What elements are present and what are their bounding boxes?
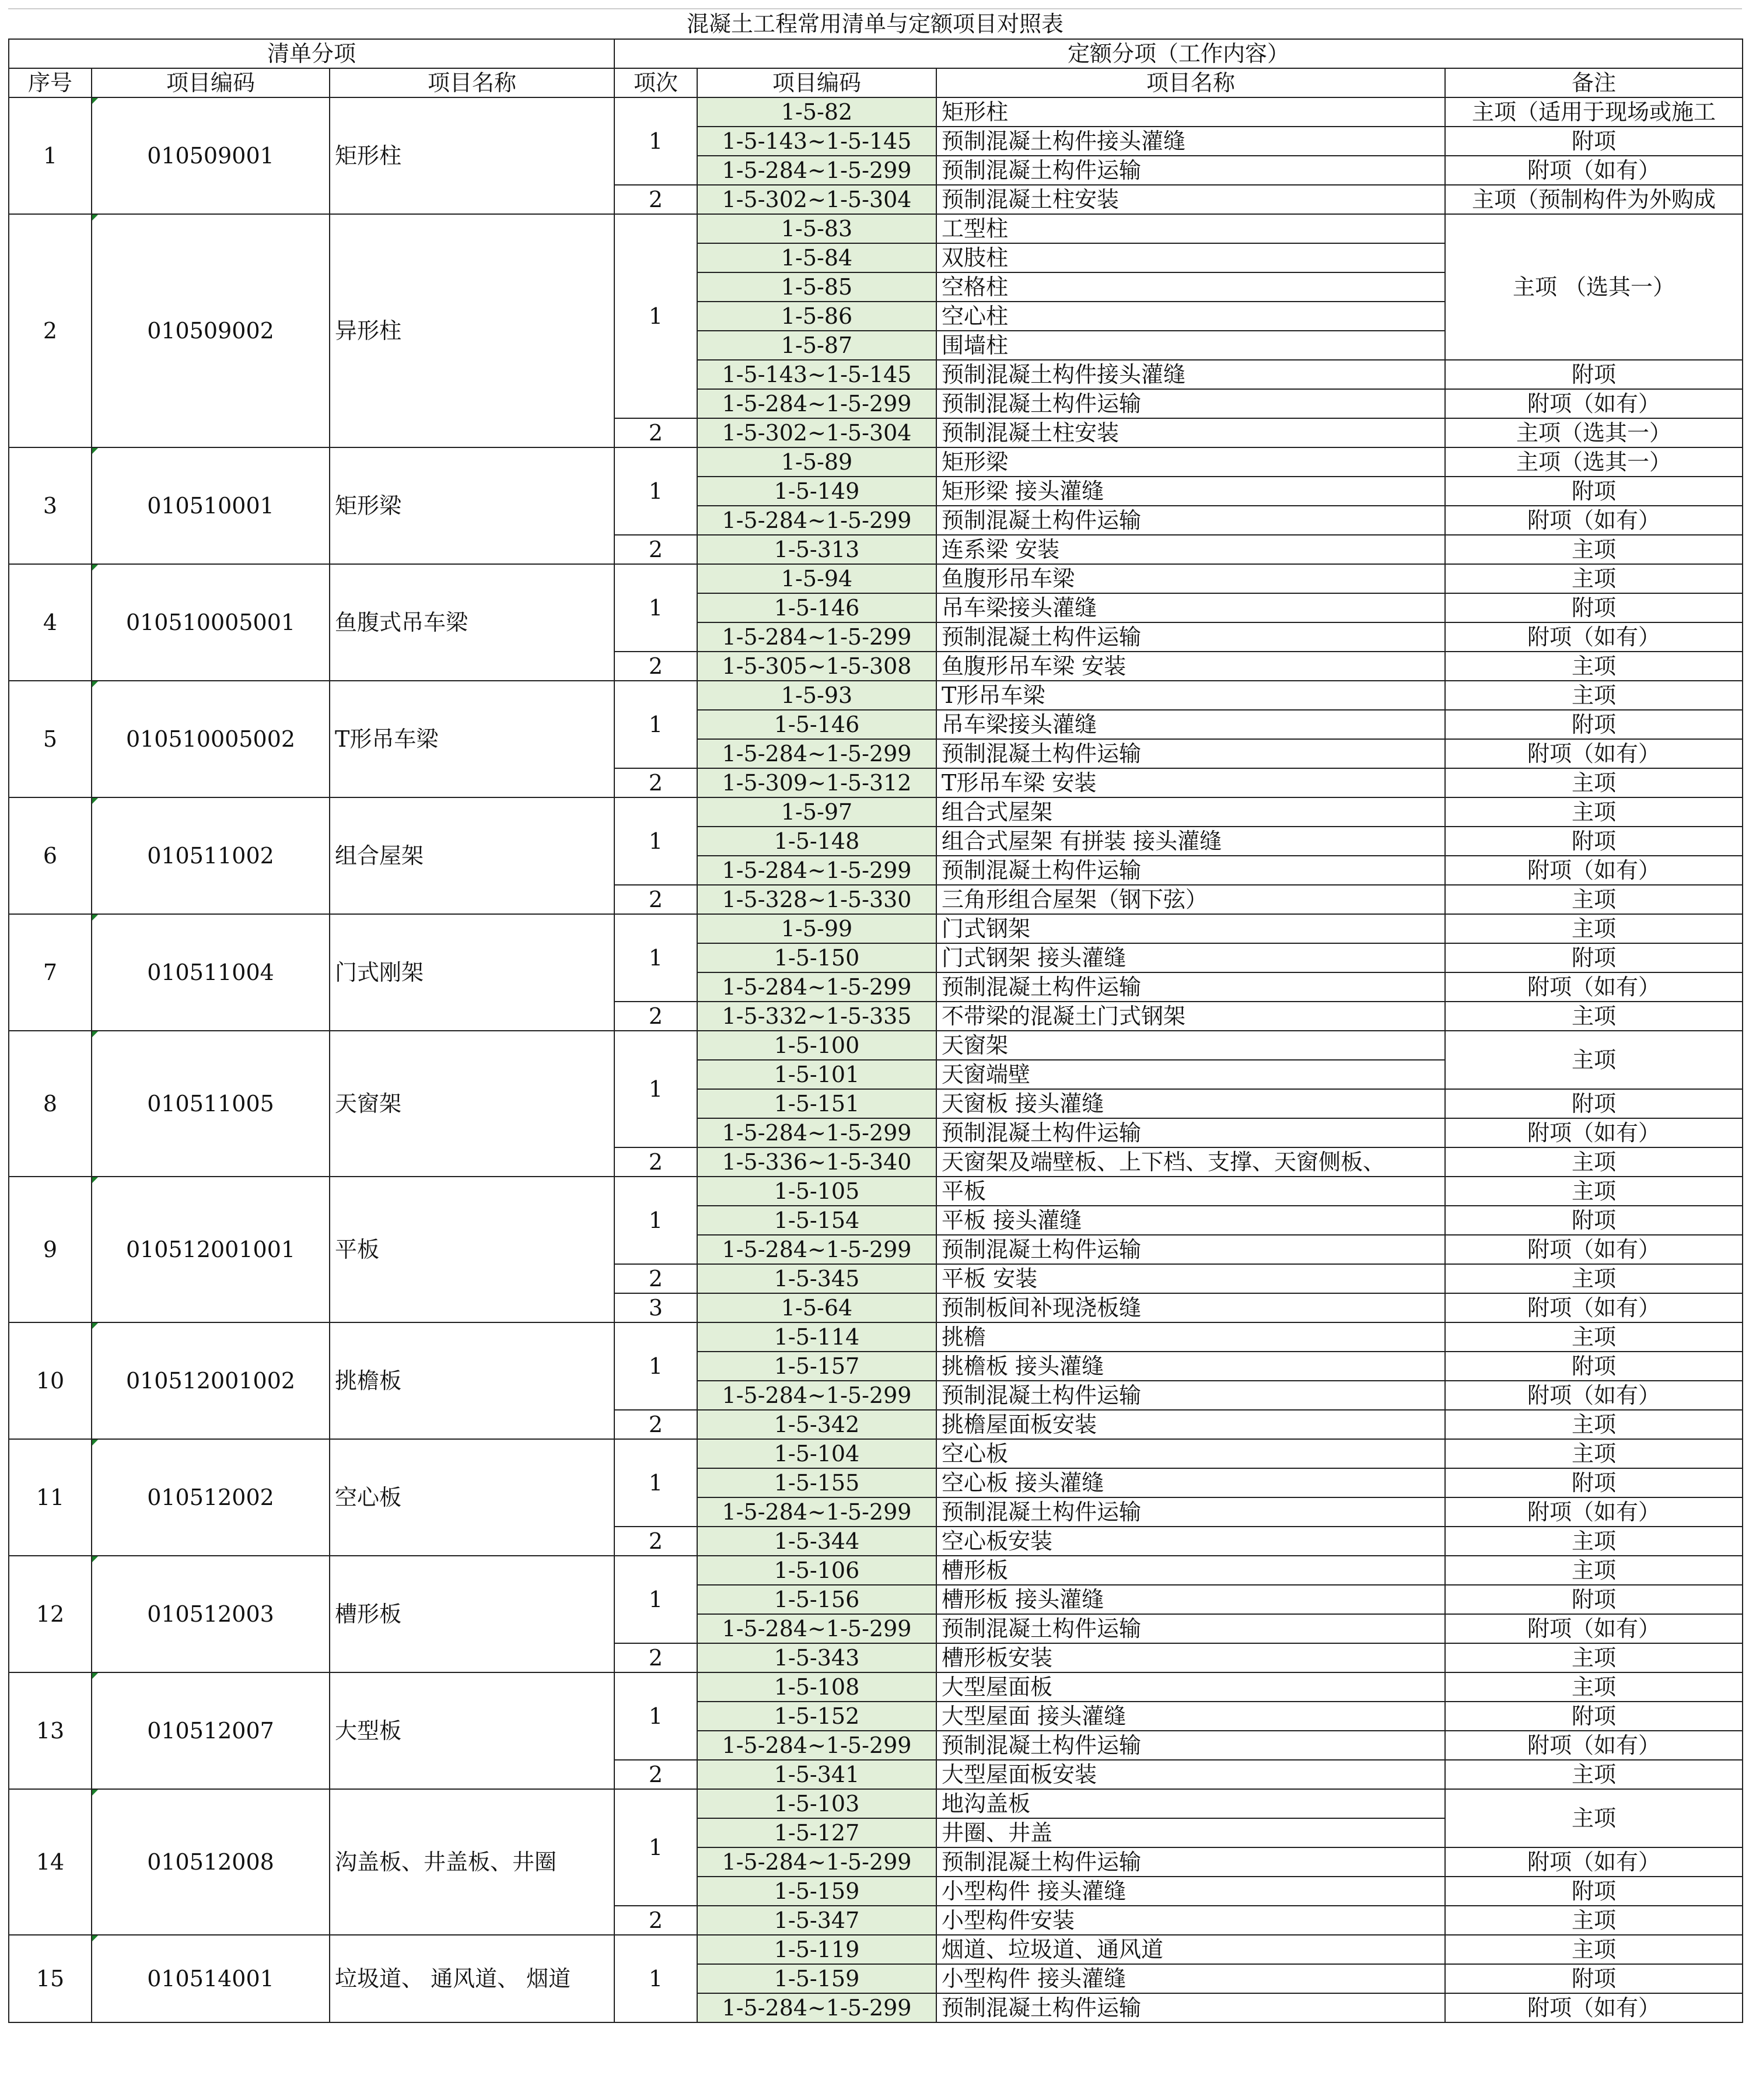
quota-name-cell[interactable]: 平板: [936, 1177, 1445, 1206]
quota-name-cell[interactable]: 双肢柱: [936, 243, 1445, 272]
seq-cell[interactable]: 5: [9, 681, 92, 797]
remark-cell[interactable]: 附项: [1445, 1352, 1743, 1381]
remark-cell[interactable]: 主项: [1445, 535, 1743, 564]
quota-name-cell[interactable]: 空心板 接头灌缝: [936, 1468, 1445, 1497]
bill-name-cell[interactable]: 大型板: [330, 1672, 614, 1789]
seq-cell[interactable]: 2: [9, 214, 92, 447]
seq-cell[interactable]: 15: [9, 1935, 92, 2022]
quota-name-cell[interactable]: 预制混凝土构件运输: [936, 1614, 1445, 1643]
bill-code-cell[interactable]: 010510001: [92, 447, 330, 564]
quota-code-cell[interactable]: 1-5-284~1-5-299: [697, 856, 936, 885]
bill-name-cell[interactable]: 矩形柱: [330, 97, 614, 214]
bill-code-cell[interactable]: 010512001002: [92, 1322, 330, 1439]
remark-cell[interactable]: 主项: [1445, 1410, 1743, 1439]
bill-code-cell[interactable]: 010512002: [92, 1439, 330, 1556]
group-header-row: [9, 39, 1743, 68]
quota-code-cell[interactable]: 1-5-336~1-5-340: [697, 1147, 936, 1177]
bill-name-cell[interactable]: 矩形梁: [330, 447, 614, 564]
quota-code-cell[interactable]: 1-5-159: [697, 1877, 936, 1906]
quota-name-cell[interactable]: 槽形板: [936, 1556, 1445, 1585]
step-cell[interactable]: 2: [614, 1147, 697, 1177]
quota-name-cell[interactable]: 平板 安装: [936, 1264, 1445, 1293]
quota-name-cell[interactable]: 预制混凝土构件运输: [936, 1235, 1445, 1264]
seq-cell[interactable]: 9: [9, 1177, 92, 1322]
seq-cell[interactable]: 8: [9, 1031, 92, 1177]
quota-code-cell[interactable]: 1-5-146: [697, 710, 936, 739]
remark-cell[interactable]: 附项（如有）: [1445, 156, 1743, 185]
table-row: [9, 447, 1743, 477]
table-row: [9, 214, 1743, 243]
quota-code-cell[interactable]: 1-5-342: [697, 1410, 936, 1439]
header-bill-name: 项目名称: [330, 68, 614, 97]
quota-code-cell[interactable]: 1-5-101: [697, 1060, 936, 1089]
remark-cell[interactable]: 附项: [1445, 1206, 1743, 1235]
table-row: [9, 1789, 1743, 1818]
quota-name-cell[interactable]: 大型屋面板安装: [936, 1760, 1445, 1789]
quota-name-cell[interactable]: 天窗架及端壁板、上下档、支撑、天窗侧板、: [936, 1147, 1445, 1177]
quota-name-cell[interactable]: 预制混凝土柱安装: [936, 185, 1445, 214]
seq-cell[interactable]: 6: [9, 797, 92, 914]
quota-name-cell[interactable]: 组合式屋架 有拼装 接头灌缝: [936, 827, 1445, 856]
quota-name-cell[interactable]: 预制混凝土构件运输: [936, 972, 1445, 1002]
table-row: [9, 1556, 1743, 1585]
quota-name-cell[interactable]: 预制混凝土构件运输: [936, 1731, 1445, 1760]
header-bill-code: 项目编码: [92, 68, 330, 97]
quota-code-cell[interactable]: 1-5-284~1-5-299: [697, 1614, 936, 1643]
bill-code-cell[interactable]: 010510005002: [92, 681, 330, 797]
quota-name-cell[interactable]: 大型屋面 接头灌缝: [936, 1702, 1445, 1731]
quota-code-cell[interactable]: 1-5-313: [697, 535, 936, 564]
remark-cell[interactable]: 主项: [1445, 1527, 1743, 1556]
bill-name-cell[interactable]: 鱼腹式吊车梁: [330, 564, 614, 681]
quota-code-cell[interactable]: 1-5-84: [697, 243, 936, 272]
remark-cell[interactable]: 附项（如有）: [1445, 1731, 1743, 1760]
quota-name-cell[interactable]: 门式钢架 接头灌缝: [936, 943, 1445, 972]
table-row: [9, 1177, 1743, 1206]
seq-cell[interactable]: 3: [9, 447, 92, 564]
table-row: [9, 681, 1743, 710]
quota-code-cell[interactable]: 1-5-284~1-5-299: [697, 972, 936, 1002]
remark-cell[interactable]: 附项: [1445, 477, 1743, 506]
header-quota-code: 项目编码: [697, 68, 936, 97]
quota-code-cell[interactable]: 1-5-114: [697, 1322, 936, 1352]
step-cell[interactable]: 1: [614, 1322, 697, 1410]
remark-cell[interactable]: 主项 （选其一）: [1445, 214, 1743, 360]
seq-cell[interactable]: 12: [9, 1556, 92, 1672]
quota-code-cell[interactable]: 1-5-284~1-5-299: [697, 1381, 936, 1410]
step-cell[interactable]: 1: [614, 1935, 697, 2022]
remark-cell[interactable]: 主项: [1445, 1672, 1743, 1702]
quota-name-cell[interactable]: 预制混凝土构件运输: [936, 156, 1445, 185]
quota-code-cell[interactable]: 1-5-100: [697, 1031, 936, 1060]
quota-code-cell[interactable]: 1-5-155: [697, 1468, 936, 1497]
quota-code-cell[interactable]: 1-5-149: [697, 477, 936, 506]
quota-code-cell[interactable]: 1-5-345: [697, 1264, 936, 1293]
remark-cell[interactable]: 附项: [1445, 1089, 1743, 1118]
quota-name-cell[interactable]: 天窗架: [936, 1031, 1445, 1060]
table-row: [9, 97, 1743, 127]
table-body: [9, 97, 1743, 2022]
bill-name-cell[interactable]: 天窗架: [330, 1031, 614, 1177]
quota-code-cell[interactable]: 1-5-284~1-5-299: [697, 389, 936, 418]
remark-cell[interactable]: 附项: [1445, 943, 1743, 972]
quota-name-cell[interactable]: 地沟盖板: [936, 1789, 1445, 1818]
step-cell[interactable]: 2: [614, 885, 697, 914]
quota-code-cell[interactable]: 1-5-86: [697, 302, 936, 331]
remark-cell[interactable]: 主项: [1445, 1002, 1743, 1031]
spreadsheet: [8, 8, 1742, 2023]
step-cell[interactable]: 1: [614, 681, 697, 768]
quota-code-cell[interactable]: 1-5-104: [697, 1439, 936, 1468]
remark-cell[interactable]: 附项（如有）: [1445, 1614, 1743, 1643]
bill-name-cell[interactable]: 异形柱: [330, 214, 614, 447]
quota-code-cell[interactable]: 1-5-127: [697, 1818, 936, 1847]
quota-name-cell[interactable]: 小型构件安装: [936, 1906, 1445, 1935]
step-cell[interactable]: 1: [614, 447, 697, 535]
step-cell[interactable]: 1: [614, 1177, 697, 1264]
quota-code-cell[interactable]: 1-5-94: [697, 564, 936, 593]
quota-code-cell[interactable]: 1-5-152: [697, 1702, 936, 1731]
quota-code-cell[interactable]: 1-5-305~1-5-308: [697, 652, 936, 681]
remark-cell[interactable]: 附项（如有）: [1445, 1847, 1743, 1877]
seq-cell[interactable]: 14: [9, 1789, 92, 1935]
remark-cell[interactable]: 附项（如有）: [1445, 1118, 1743, 1147]
quota-code-cell[interactable]: 1-5-343: [697, 1643, 936, 1672]
remark-cell[interactable]: 附项（如有）: [1445, 739, 1743, 768]
step-cell[interactable]: 2: [614, 418, 697, 447]
bill-code-cell[interactable]: 010512007: [92, 1672, 330, 1789]
quota-code-cell[interactable]: 1-5-103: [697, 1789, 936, 1818]
comparison-table: [8, 38, 1743, 2023]
remark-cell[interactable]: 附项: [1445, 593, 1743, 622]
step-cell[interactable]: 2: [614, 1760, 697, 1789]
seq-cell[interactable]: 10: [9, 1322, 92, 1439]
quota-code-cell[interactable]: 1-5-302~1-5-304: [697, 185, 936, 214]
quota-code-cell[interactable]: 1-5-284~1-5-299: [697, 1847, 936, 1877]
quota-name-cell[interactable]: 预制混凝土构件运输: [936, 1993, 1445, 2022]
bill-code-cell[interactable]: 010514001: [92, 1935, 330, 2022]
remark-cell[interactable]: 主项: [1445, 1643, 1743, 1672]
remark-cell[interactable]: 附项（如有）: [1445, 972, 1743, 1002]
quota-name-cell[interactable]: 吊车梁接头灌缝: [936, 593, 1445, 622]
bill-code-cell[interactable]: 010509001: [92, 97, 330, 214]
quota-code-cell[interactable]: 1-5-105: [697, 1177, 936, 1206]
quota-code-cell[interactable]: 1-5-89: [697, 447, 936, 477]
bill-code-cell[interactable]: 010512008: [92, 1789, 330, 1935]
header-seq: 序号: [9, 68, 92, 97]
bill-code-cell[interactable]: 010511005: [92, 1031, 330, 1177]
quota-code-cell[interactable]: 1-5-99: [697, 914, 936, 943]
quota-code-cell[interactable]: 1-5-143~1-5-145: [697, 127, 936, 156]
remark-cell[interactable]: 附项（如有）: [1445, 1381, 1743, 1410]
remark-cell[interactable]: 附项（如有）: [1445, 1497, 1743, 1527]
remark-cell[interactable]: 主项: [1445, 1556, 1743, 1585]
remark-cell[interactable]: 主项: [1445, 1177, 1743, 1206]
quota-code-cell[interactable]: 1-5-284~1-5-299: [697, 739, 936, 768]
remark-cell[interactable]: 主项: [1445, 652, 1743, 681]
bill-code-cell[interactable]: 010511004: [92, 914, 330, 1031]
quota-name-cell[interactable]: 不带梁的混凝土门式钢架: [936, 1002, 1445, 1031]
remark-cell[interactable]: 主项: [1445, 1935, 1743, 1964]
remark-cell[interactable]: 附项（如有）: [1445, 506, 1743, 535]
remark-cell[interactable]: 主项: [1445, 1760, 1743, 1789]
quota-name-cell[interactable]: 门式钢架: [936, 914, 1445, 943]
quota-code-cell[interactable]: 1-5-347: [697, 1906, 936, 1935]
quota-code-cell[interactable]: 1-5-150: [697, 943, 936, 972]
quota-name-cell[interactable]: 大型屋面板: [936, 1672, 1445, 1702]
step-cell[interactable]: 1: [614, 1789, 697, 1906]
bill-code-cell[interactable]: 010510005001: [92, 564, 330, 681]
remark-cell[interactable]: 主项: [1445, 1322, 1743, 1352]
quota-code-cell[interactable]: 1-5-328~1-5-330: [697, 885, 936, 914]
quota-name-cell[interactable]: 矩形梁 接头灌缝: [936, 477, 1445, 506]
step-cell[interactable]: 1: [614, 1672, 697, 1760]
table-row: [9, 797, 1743, 827]
quota-name-cell[interactable]: 围墙柱: [936, 331, 1445, 360]
quota-name-cell[interactable]: 矩形柱: [936, 97, 1445, 127]
step-cell[interactable]: 2: [614, 1643, 697, 1672]
quota-name-cell[interactable]: 预制混凝土构件运输: [936, 1381, 1445, 1410]
quota-name-cell[interactable]: 预制混凝土构件运输: [936, 389, 1445, 418]
remark-cell[interactable]: 主项: [1445, 1147, 1743, 1177]
step-cell[interactable]: 2: [614, 1527, 697, 1556]
remark-cell[interactable]: 主项: [1445, 564, 1743, 593]
remark-cell[interactable]: 主项: [1445, 914, 1743, 943]
step-cell[interactable]: 2: [614, 1906, 697, 1935]
remark-cell[interactable]: 附项（如有）: [1445, 1993, 1743, 2022]
quota-name-cell[interactable]: 矩形梁: [936, 447, 1445, 477]
quota-name-cell[interactable]: 预制混凝土柱安装: [936, 418, 1445, 447]
step-cell[interactable]: 2: [614, 535, 697, 564]
quota-name-cell[interactable]: 槽形板 接头灌缝: [936, 1585, 1445, 1614]
sheet-title: 混凝土工程常用清单与定额项目对照表: [8, 8, 1742, 38]
remark-cell[interactable]: 附项（如有）: [1445, 622, 1743, 652]
bill-code-cell[interactable]: 010512001001: [92, 1177, 330, 1322]
table-row: [9, 1031, 1743, 1060]
bill-name-cell[interactable]: 空心板: [330, 1439, 614, 1556]
quota-name-cell[interactable]: 空格柱: [936, 272, 1445, 302]
quota-name-cell[interactable]: 预制混凝土构件运输: [936, 1847, 1445, 1877]
remark-cell[interactable]: 附项（如有）: [1445, 389, 1743, 418]
quota-code-cell[interactable]: 1-5-284~1-5-299: [697, 1993, 936, 2022]
bill-name-cell[interactable]: 沟盖板、井盖板、井圈: [330, 1789, 614, 1935]
bill-name-cell[interactable]: 平板: [330, 1177, 614, 1322]
quota-name-cell[interactable]: 预制混凝土构件运输: [936, 1497, 1445, 1527]
quota-name-cell[interactable]: 空心板: [936, 1439, 1445, 1468]
quota-code-cell[interactable]: 1-5-284~1-5-299: [697, 156, 936, 185]
quota-code-cell[interactable]: 1-5-64: [697, 1293, 936, 1322]
quota-code-cell[interactable]: 1-5-85: [697, 272, 936, 302]
quota-name-cell[interactable]: 平板 接头灌缝: [936, 1206, 1445, 1235]
remark-cell[interactable]: 主项: [1445, 1264, 1743, 1293]
remark-cell[interactable]: 附项: [1445, 710, 1743, 739]
quota-code-cell[interactable]: 1-5-156: [697, 1585, 936, 1614]
quota-name-cell[interactable]: 鱼腹形吊车梁: [936, 564, 1445, 593]
quota-name-cell[interactable]: 挑檐板 接头灌缝: [936, 1352, 1445, 1381]
header-quota-name: 项目名称: [936, 68, 1445, 97]
remark-cell[interactable]: 主项: [1445, 1906, 1743, 1935]
quota-code-cell[interactable]: 1-5-309~1-5-312: [697, 768, 936, 797]
remark-cell[interactable]: 主项: [1445, 768, 1743, 797]
quota-name-cell[interactable]: 天窗端壁: [936, 1060, 1445, 1089]
quota-name-cell[interactable]: 组合式屋架: [936, 797, 1445, 827]
remark-cell[interactable]: 附项: [1445, 827, 1743, 856]
quota-code-cell[interactable]: 1-5-106: [697, 1556, 936, 1585]
step-cell[interactable]: 1: [614, 564, 697, 652]
quota-name-cell[interactable]: 空心板安装: [936, 1527, 1445, 1556]
remark-cell[interactable]: 主项: [1445, 885, 1743, 914]
quota-name-cell[interactable]: 小型构件 接头灌缝: [936, 1877, 1445, 1906]
quota-name-cell[interactable]: T形吊车梁 安装: [936, 768, 1445, 797]
remark-cell[interactable]: 附项: [1445, 1964, 1743, 1993]
remark-cell[interactable]: 主项（选其一）: [1445, 447, 1743, 477]
table-row: [9, 564, 1743, 593]
quota-name-cell[interactable]: 预制混凝土构件运输: [936, 1118, 1445, 1147]
quota-code-cell[interactable]: 1-5-344: [697, 1527, 936, 1556]
quota-code-cell[interactable]: 1-5-82: [697, 97, 936, 127]
remark-cell[interactable]: 附项（如有）: [1445, 1293, 1743, 1322]
remark-cell[interactable]: 主项: [1445, 681, 1743, 710]
bill-code-cell[interactable]: 010512003: [92, 1556, 330, 1672]
quota-name-cell[interactable]: 挑檐屋面板安装: [936, 1410, 1445, 1439]
remark-cell[interactable]: 附项: [1445, 127, 1743, 156]
quota-code-cell[interactable]: 1-5-341: [697, 1760, 936, 1789]
quota-name-cell[interactable]: 井圈、井盖: [936, 1818, 1445, 1847]
step-cell[interactable]: 1: [614, 1031, 697, 1147]
quota-name-cell[interactable]: 预制板间补现浇板缝: [936, 1293, 1445, 1322]
quota-code-cell[interactable]: 1-5-87: [697, 331, 936, 360]
quota-code-cell[interactable]: 1-5-93: [697, 681, 936, 710]
quota-name-cell[interactable]: 天窗板 接头灌缝: [936, 1089, 1445, 1118]
remark-cell[interactable]: 主项（适用于现场或施工: [1445, 97, 1743, 127]
column-header-row: [9, 68, 1743, 97]
step-cell[interactable]: 1: [614, 1439, 697, 1527]
quota-code-cell[interactable]: 1-5-284~1-5-299: [697, 506, 936, 535]
step-cell[interactable]: 3: [614, 1293, 697, 1322]
quota-code-cell[interactable]: 1-5-302~1-5-304: [697, 418, 936, 447]
remark-cell[interactable]: 主项（选其一）: [1445, 418, 1743, 447]
remark-cell[interactable]: 附项: [1445, 1702, 1743, 1731]
step-cell[interactable]: 1: [614, 797, 697, 885]
seq-cell[interactable]: 11: [9, 1439, 92, 1556]
table-row: [9, 1935, 1743, 1964]
step-cell[interactable]: 1: [614, 97, 697, 185]
quota-code-cell[interactable]: 1-5-83: [697, 214, 936, 243]
step-cell[interactable]: 1: [614, 914, 697, 1002]
remark-cell[interactable]: 附项: [1445, 1468, 1743, 1497]
quota-code-cell[interactable]: 1-5-332~1-5-335: [697, 1002, 936, 1031]
table-row: [9, 1672, 1743, 1702]
remark-cell[interactable]: 附项: [1445, 1585, 1743, 1614]
bill-name-cell[interactable]: 垃圾道、 通风道、 烟道: [330, 1935, 614, 2022]
table-row: [9, 1322, 1743, 1352]
quota-code-cell[interactable]: 1-5-146: [697, 593, 936, 622]
quota-name-cell[interactable]: 预制混凝土构件接头灌缝: [936, 360, 1445, 389]
quota-code-cell[interactable]: 1-5-284~1-5-299: [697, 1235, 936, 1264]
header-step: 项次: [614, 68, 697, 97]
remark-cell[interactable]: 附项（如有）: [1445, 856, 1743, 885]
quota-code-cell[interactable]: 1-5-157: [697, 1352, 936, 1381]
step-cell[interactable]: 2: [614, 1410, 697, 1439]
quota-name-cell[interactable]: 预制混凝土构件运输: [936, 622, 1445, 652]
quota-code-cell[interactable]: 1-5-148: [697, 827, 936, 856]
bill-name-cell[interactable]: 槽形板: [330, 1556, 614, 1672]
quota-code-cell[interactable]: 1-5-284~1-5-299: [697, 1497, 936, 1527]
quota-code-cell[interactable]: 1-5-284~1-5-299: [697, 1118, 936, 1147]
quota-name-cell[interactable]: 鱼腹形吊车梁 安装: [936, 652, 1445, 681]
quota-name-cell[interactable]: 挑檐: [936, 1322, 1445, 1352]
remark-cell[interactable]: 附项: [1445, 1877, 1743, 1906]
table-row: [9, 1439, 1743, 1468]
seq-cell[interactable]: 1: [9, 97, 92, 214]
quota-code-cell[interactable]: 1-5-143~1-5-145: [697, 360, 936, 389]
bill-code-cell[interactable]: 010511002: [92, 797, 330, 914]
quota-name-cell[interactable]: 预制混凝土构件运输: [936, 506, 1445, 535]
quota-code-cell[interactable]: 1-5-159: [697, 1964, 936, 1993]
bill-name-cell[interactable]: 组合屋架: [330, 797, 614, 914]
bill-group-header: 清单分项: [9, 39, 614, 68]
quota-code-cell[interactable]: 1-5-154: [697, 1206, 936, 1235]
quota-name-cell[interactable]: 预制混凝土构件运输: [936, 739, 1445, 768]
seq-cell[interactable]: 4: [9, 564, 92, 681]
step-cell[interactable]: 2: [614, 652, 697, 681]
seq-cell[interactable]: 7: [9, 914, 92, 1031]
table-row: [9, 914, 1743, 943]
quota-name-cell[interactable]: 三角形组合屋架（钢下弦）: [936, 885, 1445, 914]
quota-code-cell[interactable]: 1-5-284~1-5-299: [697, 1731, 936, 1760]
remark-cell[interactable]: 主项: [1445, 1789, 1743, 1847]
bill-name-cell[interactable]: T形吊车梁: [330, 681, 614, 797]
quota-code-cell[interactable]: 1-5-108: [697, 1672, 936, 1702]
quota-code-cell[interactable]: 1-5-151: [697, 1089, 936, 1118]
quota-name-cell[interactable]: 小型构件 接头灌缝: [936, 1964, 1445, 1993]
seq-cell[interactable]: 13: [9, 1672, 92, 1789]
remark-cell[interactable]: 主项: [1445, 1439, 1743, 1468]
bill-name-cell[interactable]: 挑檐板: [330, 1322, 614, 1439]
step-cell[interactable]: 1: [614, 1556, 697, 1643]
remark-cell[interactable]: 附项: [1445, 360, 1743, 389]
quota-code-cell[interactable]: 1-5-119: [697, 1935, 936, 1964]
bill-name-cell[interactable]: 门式刚架: [330, 914, 614, 1031]
remark-cell[interactable]: 主项: [1445, 797, 1743, 827]
quota-name-cell[interactable]: 预制混凝土构件运输: [936, 856, 1445, 885]
quota-group-header: 定额分项（工作内容）: [614, 39, 1743, 68]
step-cell[interactable]: 2: [614, 768, 697, 797]
quota-name-cell[interactable]: 预制混凝土构件接头灌缝: [936, 127, 1445, 156]
quota-name-cell[interactable]: T形吊车梁: [936, 681, 1445, 710]
remark-cell[interactable]: 主项（预制构件为外购成: [1445, 185, 1743, 214]
step-cell[interactable]: 2: [614, 1002, 697, 1031]
quota-code-cell[interactable]: 1-5-97: [697, 797, 936, 827]
quota-name-cell[interactable]: 烟道、垃圾道、通风道: [936, 1935, 1445, 1964]
step-cell[interactable]: 2: [614, 1264, 697, 1293]
remark-cell[interactable]: 附项（如有）: [1445, 1235, 1743, 1264]
remark-cell[interactable]: 主项: [1445, 1031, 1743, 1089]
quota-name-cell[interactable]: 工型柱: [936, 214, 1445, 243]
quota-name-cell[interactable]: 吊车梁接头灌缝: [936, 710, 1445, 739]
quota-name-cell[interactable]: 连系梁 安装: [936, 535, 1445, 564]
step-cell[interactable]: 1: [614, 214, 697, 418]
header-remark: 备注: [1445, 68, 1743, 97]
bill-code-cell[interactable]: 010509002: [92, 214, 330, 447]
quota-name-cell[interactable]: 槽形板安装: [936, 1643, 1445, 1672]
quota-name-cell[interactable]: 空心柱: [936, 302, 1445, 331]
step-cell[interactable]: 2: [614, 185, 697, 214]
quota-code-cell[interactable]: 1-5-284~1-5-299: [697, 622, 936, 652]
